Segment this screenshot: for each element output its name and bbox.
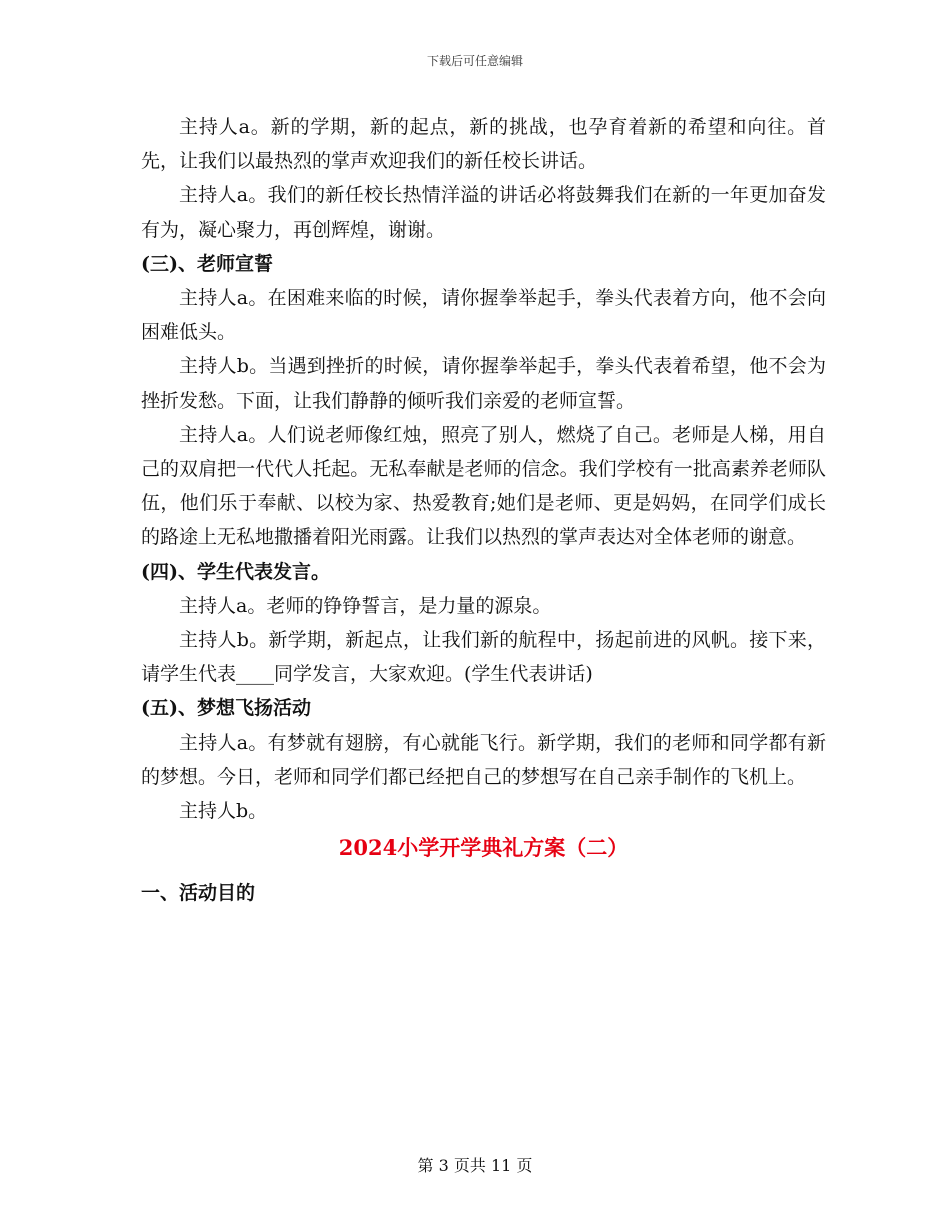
page-header: 下载后可任意编辑 [426, 54, 523, 68]
paragraph-host-a-dream: 主持人a。有梦就有翅膀，有心就能飞行。新学期，我们的老师和同学都有新的梦想。今日，老师和同学们都已经把自己的梦想写在自己亲手制作的飞机上。 [141, 731, 826, 788]
heading-teacher-oath: (三)、老师宣誓 [141, 252, 273, 275]
page-footer: 第 3 页共 11 页 [417, 1156, 533, 1175]
heading-activity-purpose: 一、活动目的 [141, 882, 256, 905]
paragraph-host-a-oath: 主持人a。老师的铮铮誓言，是力量的源泉。 [179, 594, 552, 617]
paragraph-host-a-principal: 主持人a。我们的新任校长热情洋溢的讲话必将鼓舞我们在新的一年更加奋发有为，凝心聚力，再创辉煌，谢谢。 [141, 184, 826, 241]
paragraph-host-b-student: 主持人b。新学期，新起点，让我们新的航程中，扬起前进的风帆。接下来，请学生代表____同学发言，大家欢迎。(学生代表讲话) [141, 629, 826, 686]
paragraph-host-b: 主持人b。 [179, 800, 268, 823]
paragraph-host-a-difficulty: 主持人a。在困难来临的时候，请你握拳举起手，拳头代表着方向，他不会向困难低头。 [141, 287, 826, 344]
section-title: 2024小学开学典礼方案（二） [338, 835, 629, 861]
heading-student-speech: (四)、学生代表发言。 [141, 560, 330, 583]
paragraph-host-a-teachers: 主持人a。人们说老师像红烛，照亮了别人，燃烧了自己。老师是人梯，用自己的双肩把一代代人托起。无私奉献是老师的信念。我们学校有一批高素养老师队伍，他们乐于奉献、以校为家、热爱教育;她们是老师、更是妈妈，在同学们成长的路途上无私地撒播着阳光雨露。让我们以热烈的掌声表达对全体老师的谢意。 [141, 423, 826, 549]
document-body [141, 110, 826, 910]
paragraph-host-b-setback: 主持人b。当遇到挫折的时候，请你握拳举起手，拳头代表着希望，他不会为挫折发愁。下面，让我们静静的倾听我们亲爱的老师宣誓。 [141, 355, 826, 412]
paragraph-host-a-opening: 主持人a。新的学期，新的起点，新的挑战，也孕育着新的希望和向往。首先，让我们以最热烈的掌声欢迎我们的新任校长讲话。 [141, 116, 826, 173]
heading-dream-activity: (五)、梦想飞扬活动 [141, 697, 311, 720]
